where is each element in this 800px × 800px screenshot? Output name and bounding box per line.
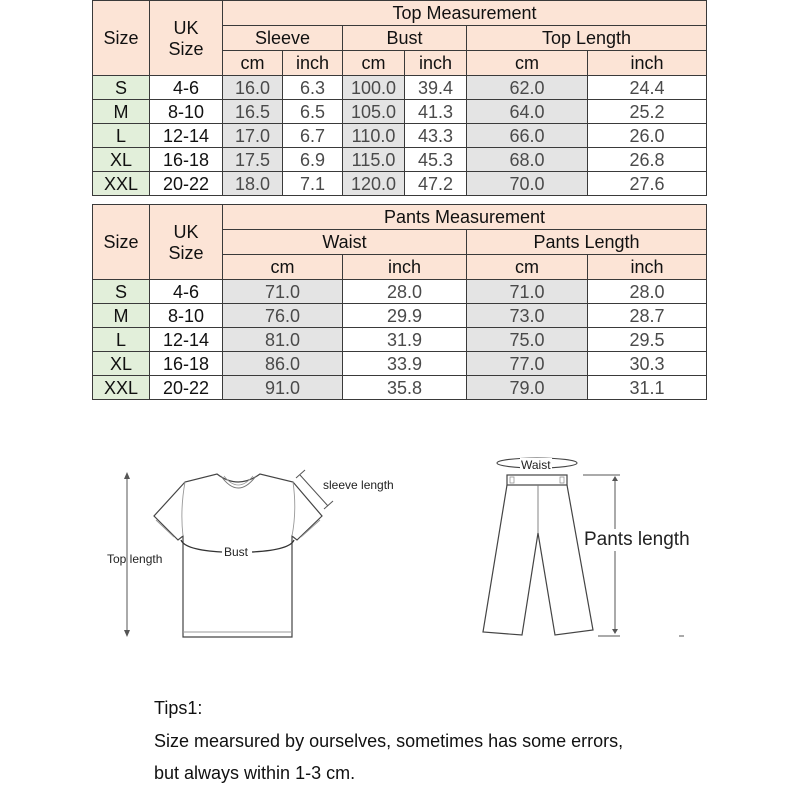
size-cell: S — [93, 280, 150, 304]
uk-size-header-line1: UK — [173, 221, 199, 242]
value-cell: 71.0 — [467, 280, 588, 304]
value-cell: 66.0 — [467, 124, 588, 148]
unit-header: cm — [343, 51, 405, 76]
unit-header: inch — [283, 51, 343, 76]
value-cell: 30.3 — [588, 352, 707, 376]
value-cell: 6.9 — [283, 148, 343, 172]
uk-size-cell: 20-22 — [150, 376, 223, 400]
unit-header: inch — [588, 51, 707, 76]
size-cell: XXL — [93, 172, 150, 196]
tips-title: Tips1: — [154, 698, 203, 718]
value-cell: 79.0 — [467, 376, 588, 400]
size-cell: M — [93, 100, 150, 124]
value-cell: 75.0 — [467, 328, 588, 352]
tips-line-2: but always within 1-3 cm. — [154, 763, 356, 783]
sleeve-header: Sleeve — [223, 26, 343, 51]
size-cell: L — [93, 124, 150, 148]
uk-size-header-line2: Size — [168, 38, 204, 59]
value-cell: 45.3 — [405, 148, 467, 172]
value-cell: 35.8 — [343, 376, 467, 400]
size-header: Size — [93, 205, 150, 280]
tips-line-1: Size mearsured by ourselves, sometimes has some errors, — [154, 731, 624, 751]
value-cell: 16.5 — [223, 100, 283, 124]
value-cell: 17.0 — [223, 124, 283, 148]
value-cell: 68.0 — [467, 148, 588, 172]
top-measurement-title: Top Measurement — [223, 1, 707, 26]
value-cell: 7.1 — [283, 172, 343, 196]
value-cell: 39.4 — [405, 76, 467, 100]
value-cell: 47.2 — [405, 172, 467, 196]
value-cell: 43.3 — [405, 124, 467, 148]
value-cell: 24.4 — [588, 76, 707, 100]
unit-header: cm — [467, 51, 588, 76]
value-cell: 26.8 — [588, 148, 707, 172]
value-cell: 28.0 — [343, 280, 467, 304]
uk-size-cell: 12-14 — [150, 124, 223, 148]
unit-header: inch — [405, 51, 467, 76]
uk-size-cell: 4-6 — [150, 76, 223, 100]
top-length-header: Top Length — [467, 26, 707, 51]
waist-label: Waist — [521, 458, 551, 472]
size-cell: XXL — [93, 376, 150, 400]
value-cell: 28.7 — [588, 304, 707, 328]
size-header: Size — [93, 1, 150, 76]
pants-measurement-title: Pants Measurement — [223, 205, 707, 230]
uk-size-cell: 16-18 — [150, 148, 223, 172]
value-cell: 28.0 — [588, 280, 707, 304]
size-cell: S — [93, 76, 150, 100]
uk-size-cell: 8-10 — [150, 304, 223, 328]
value-cell: 31.9 — [343, 328, 467, 352]
uk-size-cell: 20-22 — [150, 172, 223, 196]
value-cell: 33.9 — [343, 352, 467, 376]
value-cell: 62.0 — [467, 76, 588, 100]
uk-size-header-line1: UK — [173, 17, 199, 38]
value-cell: 105.0 — [343, 100, 405, 124]
unit-header: cm — [223, 255, 343, 280]
unit-header: inch — [588, 255, 707, 280]
unit-header: cm — [467, 255, 588, 280]
value-cell: 115.0 — [343, 148, 405, 172]
value-cell: 81.0 — [223, 328, 343, 352]
sleeve-length-label: sleeve length — [323, 478, 394, 492]
value-cell: 120.0 — [343, 172, 405, 196]
uk-size-cell: 4-6 — [150, 280, 223, 304]
pants-length-label: Pants length — [584, 529, 690, 550]
value-cell: 100.0 — [343, 76, 405, 100]
value-cell: 41.3 — [405, 100, 467, 124]
value-cell: 110.0 — [343, 124, 405, 148]
bust-header: Bust — [343, 26, 467, 51]
value-cell: 71.0 — [223, 280, 343, 304]
size-cell: XL — [93, 148, 150, 172]
uk-size-header-line2: Size — [168, 242, 204, 263]
top-length-label: Top length — [107, 552, 163, 566]
value-cell: 16.0 — [223, 76, 283, 100]
uk-size-cell: 16-18 — [150, 352, 223, 376]
size-cell: L — [93, 328, 150, 352]
value-cell: 26.0 — [588, 124, 707, 148]
value-cell: 64.0 — [467, 100, 588, 124]
size-cell: M — [93, 304, 150, 328]
value-cell: 86.0 — [223, 352, 343, 376]
value-cell: 18.0 — [223, 172, 283, 196]
value-cell: 76.0 — [223, 304, 343, 328]
value-cell: 31.1 — [588, 376, 707, 400]
unit-header: cm — [223, 51, 283, 76]
value-cell: 77.0 — [467, 352, 588, 376]
waist-header: Waist — [223, 230, 467, 255]
value-cell: 73.0 — [467, 304, 588, 328]
pants-length-header: Pants Length — [467, 230, 707, 255]
uk-size-cell: 12-14 — [150, 328, 223, 352]
value-cell: 91.0 — [223, 376, 343, 400]
value-cell: 6.5 — [283, 100, 343, 124]
value-cell: 29.5 — [588, 328, 707, 352]
uk-size-cell: 8-10 — [150, 100, 223, 124]
unit-header: inch — [343, 255, 467, 280]
value-cell: 27.6 — [588, 172, 707, 196]
bust-label: Bust — [224, 545, 249, 559]
pants-length-arrow — [583, 475, 684, 636]
value-cell: 6.3 — [283, 76, 343, 100]
value-cell: 29.9 — [343, 304, 467, 328]
value-cell: 70.0 — [467, 172, 588, 196]
value-cell: 25.2 — [588, 100, 707, 124]
size-cell: XL — [93, 352, 150, 376]
value-cell: 6.7 — [283, 124, 343, 148]
value-cell: 17.5 — [223, 148, 283, 172]
